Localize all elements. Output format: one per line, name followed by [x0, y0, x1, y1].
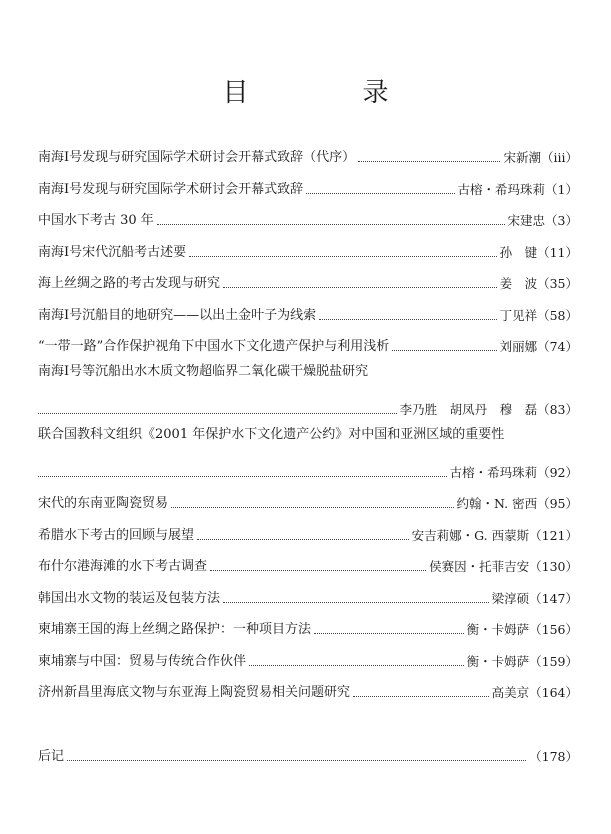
entry-title: 南海Ⅰ号发现与研究国际学术研讨会开幕式致辞 — [38, 182, 304, 197]
entry-title: 柬埔寨与中国：贸易与传统合作伙伴 — [38, 654, 247, 669]
entry-page: （83） — [537, 402, 578, 417]
toc-entry[interactable] — [38, 302, 578, 324]
entry-author: 衡・卡姆萨 — [466, 622, 530, 637]
entry-author: 高美京 — [491, 685, 530, 700]
entry-author: 衡・卡姆萨 — [466, 654, 530, 669]
entry-page: （164） — [529, 685, 578, 700]
toc-entry[interactable] — [38, 396, 578, 418]
entry-author: 梁淳硕 — [491, 591, 530, 606]
toc-entry[interactable] — [38, 522, 578, 544]
dot-leader — [358, 160, 500, 162]
toc-entry[interactable] — [38, 333, 578, 355]
entry-author: 李乃胜 胡凤丹 穆 磊 — [399, 402, 538, 417]
entry-page: （121） — [529, 528, 578, 543]
dot-leader — [306, 192, 454, 194]
dot-leader — [223, 286, 497, 288]
toc-entry[interactable] — [38, 490, 578, 512]
entry-title: 柬埔寨王国的海上丝绸之路保护：一种项目方法 — [38, 622, 312, 637]
entry-title: 南海Ⅰ号发现与研究国际学术研讨会开幕式致辞（代序） — [38, 150, 356, 165]
entry-title: 布什尔港海滩的水下考古调查 — [38, 559, 208, 574]
entry-page: （92） — [537, 465, 578, 480]
dot-leader — [157, 223, 505, 225]
dot-leader — [189, 255, 496, 257]
entry-author: 古榕・希玛珠莉 — [449, 465, 538, 480]
entry-title: 后记 — [38, 749, 65, 764]
entry-page: （iii） — [541, 150, 578, 165]
page-title: 目 录 — [222, 78, 433, 108]
entry-page: （74） — [537, 339, 578, 354]
dot-leader — [353, 695, 489, 697]
entry-title: 韩国出水文物的装运及包装方法 — [38, 591, 221, 606]
entry-author: 丁见祥 — [499, 308, 538, 323]
entry-page: （3） — [545, 213, 578, 228]
toc-entry[interactable] — [38, 743, 578, 765]
toc-entry[interactable] — [38, 679, 578, 701]
entry-page: （159） — [529, 654, 578, 669]
entry-title: 南海Ⅰ号沉船目的地研究——以出土金叶子为线索 — [38, 308, 317, 323]
toc-entry[interactable] — [38, 176, 578, 198]
dot-leader — [210, 569, 426, 571]
dot-leader — [392, 349, 496, 351]
dot-leader — [319, 318, 496, 320]
dot-leader — [171, 506, 453, 508]
toc-entry[interactable] — [38, 144, 578, 166]
entry-page: （58） — [537, 308, 578, 323]
entry-page: （178） — [529, 749, 578, 764]
entry-author: 宋新潮 — [503, 150, 541, 165]
entry-author: 刘丽娜 — [499, 339, 538, 354]
entry-author: 约翰・N. 密西 — [456, 496, 538, 511]
toc-entry[interactable] — [38, 270, 578, 292]
dot-leader — [67, 759, 526, 761]
entry-page: （156） — [529, 622, 578, 637]
entry-author: 孙 键 — [499, 245, 538, 260]
entry-author: 侯赛因・托菲吉安 — [429, 559, 530, 574]
toc-entry[interactable] — [38, 553, 578, 575]
toc-entry[interactable] — [38, 207, 578, 229]
toc-entry[interactable] — [38, 616, 578, 638]
entry-author: 古榕・希玛珠莉 — [457, 182, 546, 197]
entry-page: （95） — [537, 496, 578, 511]
entry-page: （130） — [529, 559, 578, 574]
entry-title: 南海Ⅰ号宋代沉船考古述要 — [38, 245, 187, 260]
entry-title: 联合国教科文组织《2001 年保护水下文化遗产公约》对中国和亚洲区域的重要性 — [38, 427, 505, 442]
entry-title: 希腊水下考古的回顾与展望 — [38, 528, 195, 543]
entry-title: 海上丝绸之路的考古发现与研究 — [38, 276, 221, 291]
dot-leader — [197, 538, 409, 540]
toc-entry[interactable] — [38, 585, 578, 607]
toc-entry[interactable] — [38, 459, 578, 481]
entry-page: （35） — [537, 276, 578, 291]
dot-leader — [314, 632, 464, 634]
dot-leader — [249, 664, 464, 666]
entry-page: （11） — [537, 245, 578, 260]
entry-title: 济州新昌里海底文物与东亚海上陶瓷贸易相关问题研究 — [38, 685, 351, 700]
dot-leader — [38, 412, 397, 414]
entry-author: 姜 波 — [499, 276, 538, 291]
entry-page: （147） — [529, 591, 578, 606]
entry-title: 宋代的东南亚陶瓷贸易 — [38, 496, 169, 511]
entry-title: 中国水下考古 30 年 — [38, 213, 154, 228]
toc-entry[interactable] — [38, 648, 578, 670]
entry-author: 安吉莉娜・G. 西蒙斯 — [411, 528, 530, 543]
entry-title: 南海Ⅰ号等沉船出水木质文物超临界二氧化碳干燥脱盐研究 — [38, 364, 369, 379]
toc-entry[interactable] — [38, 239, 578, 261]
dot-leader — [223, 601, 489, 603]
entry-title: “一带一路”合作保护视角下中国水下文化遗产保护与利用浅析 — [38, 339, 390, 354]
entry-page: （1） — [545, 182, 578, 197]
dot-leader — [38, 475, 447, 477]
entry-author: 宋建忠 — [507, 213, 546, 228]
